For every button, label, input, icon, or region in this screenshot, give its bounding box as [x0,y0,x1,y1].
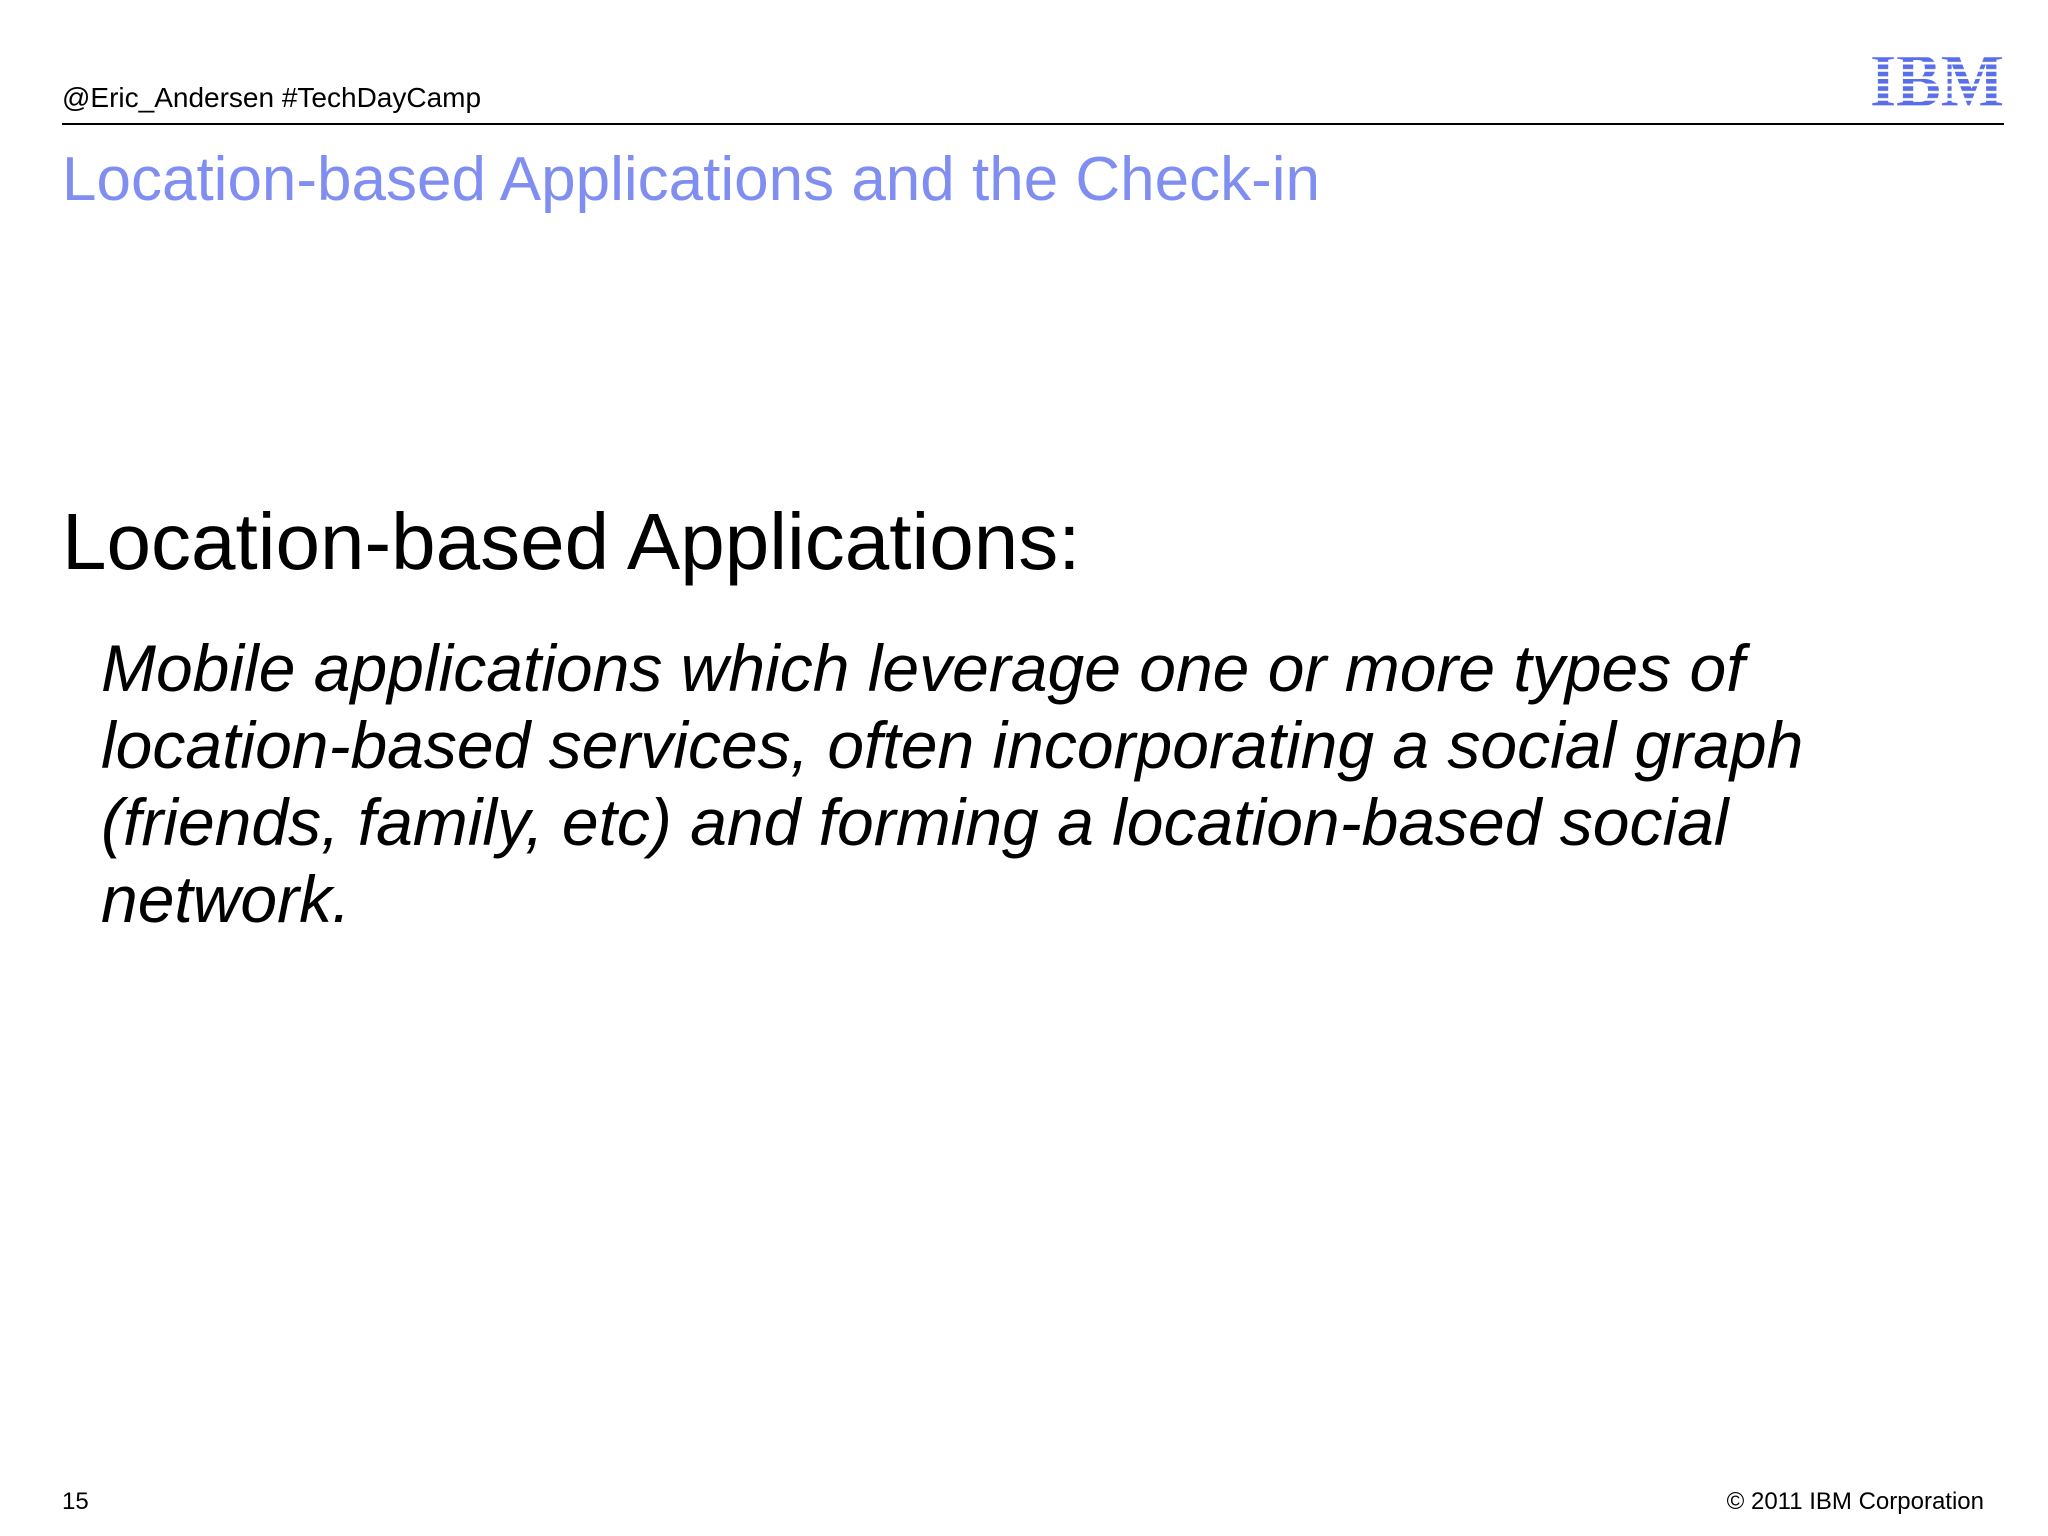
copyright-notice: © 2011 IBM Corporation [1726,1488,1984,1515]
slide-title: Location-based Applications and the Check-in [62,145,1321,214]
logo-text: IBM [1870,39,2004,123]
header-handle: @Eric_Andersen #TechDayCamp [62,82,482,113]
definition-text: Mobile applications which leverage one or more types of location-based services, often incorporating a social graph (friends, family, etc) and forming a location-based social network. [101,631,1804,936]
page-number: 15 [62,1488,89,1515]
header-divider [62,123,2004,125]
ibm-logo [1869,39,2005,123]
section-heading: Location-based Applications: [62,497,1081,586]
